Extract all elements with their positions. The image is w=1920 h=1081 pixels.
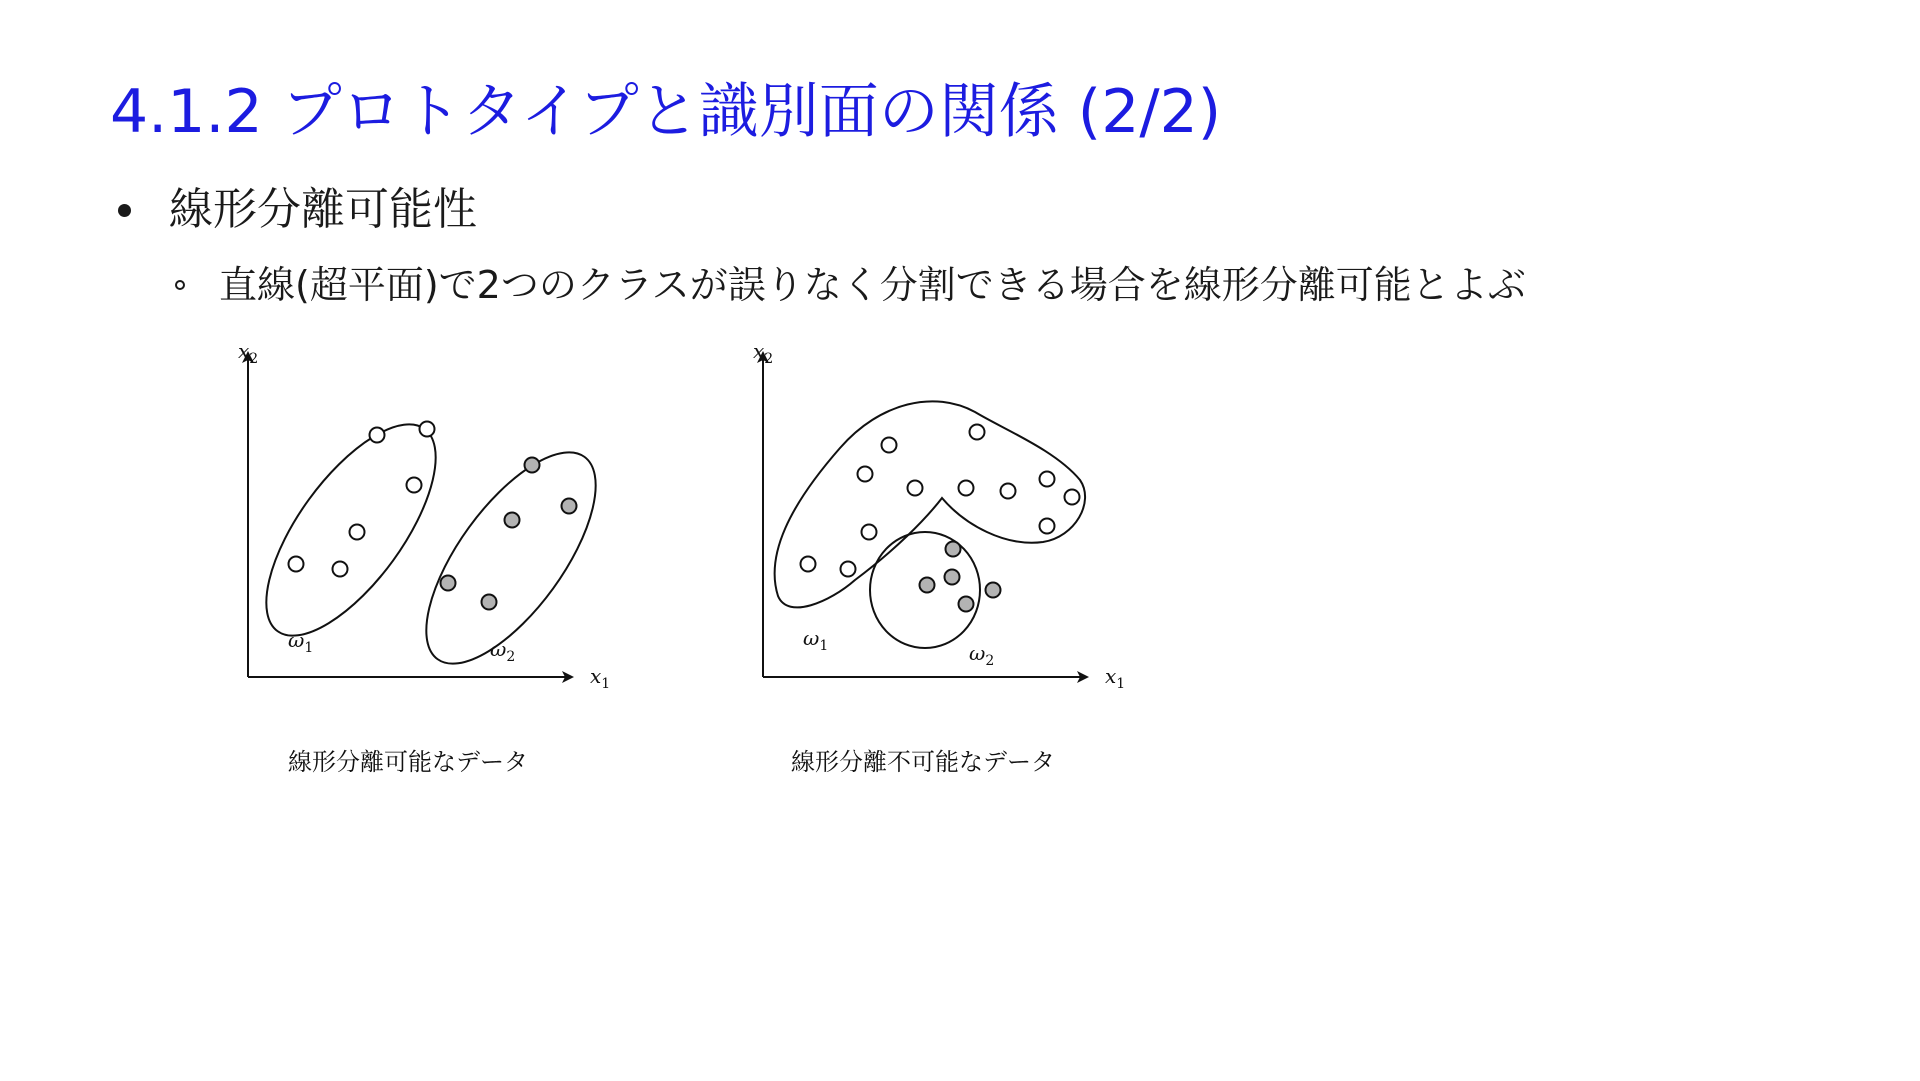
slide-title: 4.1.2 プロトタイプと識別面の関係 (2/2)	[110, 77, 1222, 147]
data-point	[946, 542, 961, 557]
class2-label: $\omega_2$	[490, 637, 516, 665]
data-point	[841, 562, 856, 577]
data-point	[407, 478, 422, 493]
data-point	[959, 481, 974, 496]
data-point	[420, 422, 435, 437]
x-axis-label: $x_1$	[590, 664, 611, 692]
class1-label: $\omega_1$	[288, 628, 314, 656]
figure-linearly-separable	[220, 340, 640, 780]
data-point	[1001, 484, 1016, 499]
figure-caption: 線形分離可能なデータ	[288, 748, 528, 776]
bullet-dot-icon	[118, 204, 131, 217]
data-point	[370, 428, 385, 443]
data-point	[350, 525, 365, 540]
y-axis-label: $x_2$	[753, 339, 774, 367]
data-point	[920, 578, 935, 593]
bullet-level2	[175, 257, 1526, 313]
figure-linearly-separable-plot	[220, 339, 640, 692]
data-point	[1040, 519, 1055, 534]
data-point	[562, 499, 577, 514]
class2-label: $\omega_2$	[969, 641, 995, 669]
class2-points	[441, 458, 577, 610]
data-point	[289, 557, 304, 572]
bullet-level1	[118, 180, 477, 240]
data-point	[986, 583, 1001, 598]
data-point	[945, 570, 960, 585]
bullet-level1-text: 線形分離可能性	[169, 184, 477, 235]
data-point	[882, 438, 897, 453]
x-axis-label: $x_1$	[1105, 664, 1126, 692]
figure-not-linearly-separable-plot	[735, 339, 1155, 692]
data-point	[970, 425, 985, 440]
bullet-ring-icon	[175, 280, 185, 290]
data-point	[801, 557, 816, 572]
data-point	[1065, 490, 1080, 505]
data-point	[333, 562, 348, 577]
data-point	[525, 458, 540, 473]
class1-label: $\omega_1$	[803, 626, 829, 654]
data-point	[862, 525, 877, 540]
class1-boundary	[775, 401, 1085, 607]
data-point	[1040, 472, 1055, 487]
data-point	[959, 597, 974, 612]
class2-points	[920, 542, 1001, 612]
data-point	[505, 513, 520, 528]
y-axis-label: $x_2$	[238, 339, 259, 367]
figure-not-linearly-separable	[735, 340, 1155, 780]
data-point	[908, 481, 923, 496]
data-point	[441, 576, 456, 591]
bullet-level2-text: 直線(超平面)で2つのクラスが誤りなく分割できる場合を線形分離可能とよぶ	[219, 263, 1526, 307]
figure-caption: 線形分離不可能なデータ	[791, 748, 1055, 776]
data-point	[858, 467, 873, 482]
data-point	[482, 595, 497, 610]
